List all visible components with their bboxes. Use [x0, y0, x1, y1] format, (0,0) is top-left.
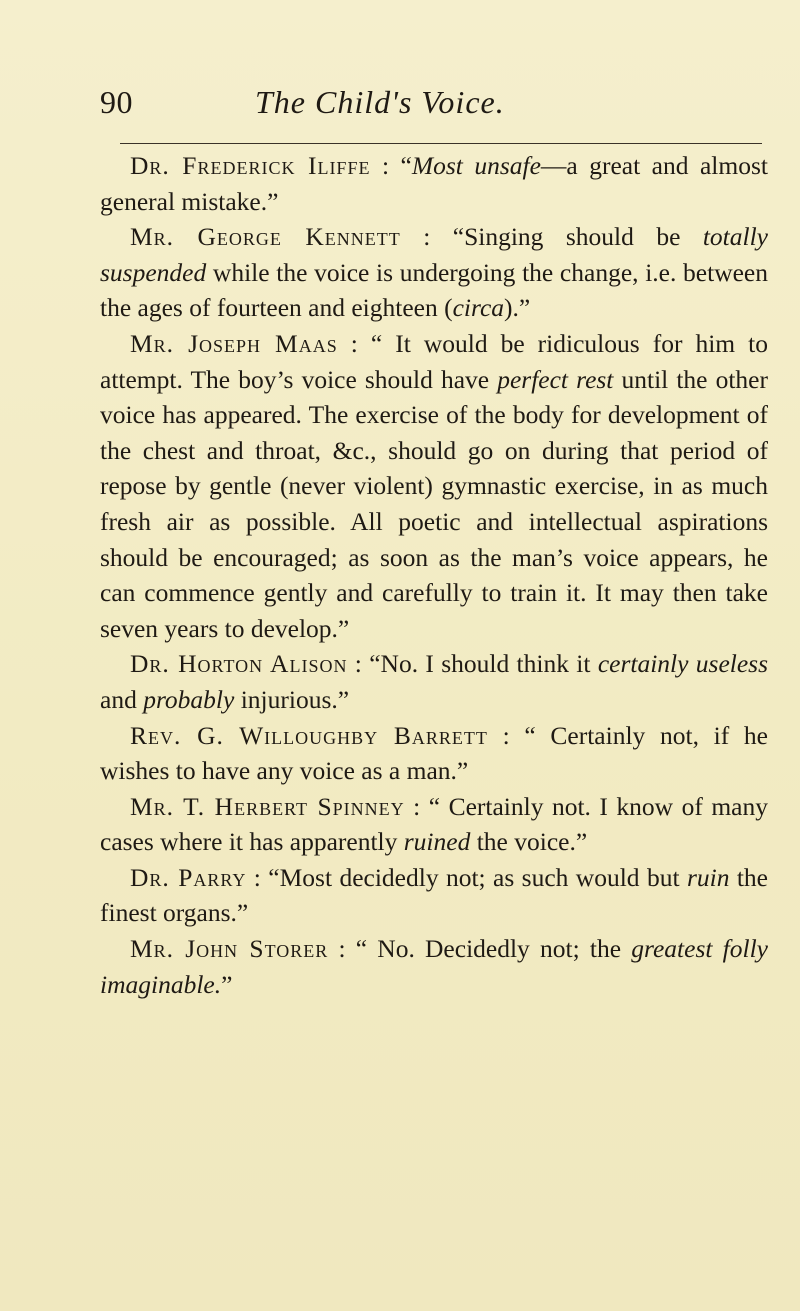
body-text — [100, 148, 768, 1002]
entry: Mr. Joseph Maas : “ It would be ridiculous for him to attempt. The boy’s voice should have perfect rest until the other voice has appeared. The exercise of the body for development of the chest and throat, &c., should go on during that period of repose by gentle (never violent) gymnastic exercise, in as much fresh air as possible. All poetic and intellectual aspirations should be encouraged; as soon as the man’s voice appears, he can commence gently and carefully to train it. It may then take seven years to develop.” — [100, 328, 768, 643]
entry: Dr. Frederick Iliffe : “Most unsafe—a great and almost general mistake.” — [100, 151, 768, 216]
speaker-name: Dr. Parry — [130, 862, 247, 892]
speaker-name: Rev. G. Willoughby Barrett — [130, 720, 488, 750]
speaker-name: Mr. Joseph Maas — [130, 328, 338, 358]
speaker-name: Dr. Frederick Iliffe — [130, 151, 371, 180]
header-rule — [120, 143, 762, 144]
running-title: The Child's Voice. — [255, 84, 505, 120]
entry: Rev. G. Willoughby Barrett : “ Certainly not, if he wishes to have any voice as a man.” — [100, 720, 768, 786]
speaker-name: Dr. Horton Alison — [130, 649, 348, 679]
speaker-name: Mr. T. Herbert Spinney — [130, 791, 405, 821]
entry: Mr. George Kennett : “Singing should be totally suspended while the voice is undergoing the change, i.e. between the ages of fourteen and eighteen (circa).” — [100, 222, 769, 323]
page-number: 90 — [100, 84, 133, 120]
entry: Dr. Horton Alison : “No. I should think it certainly useless and probably injurious.” — [100, 649, 769, 714]
speaker-name: Mr. John Storer — [130, 934, 329, 964]
entry: Dr. Parry : “Most decidedly not; as such would but ruin the finest organs.” — [100, 862, 769, 928]
page-header — [100, 84, 760, 134]
entry: Mr. T. Herbert Spinney : “ Certainly not. I know of many cases where it has apparently ruined the voice.” — [100, 791, 768, 857]
speaker-name: Mr. George Kennett — [130, 222, 401, 252]
entry: Mr. John Storer : “ No. Decidedly not; the greatest folly imaginable.” — [100, 934, 768, 999]
